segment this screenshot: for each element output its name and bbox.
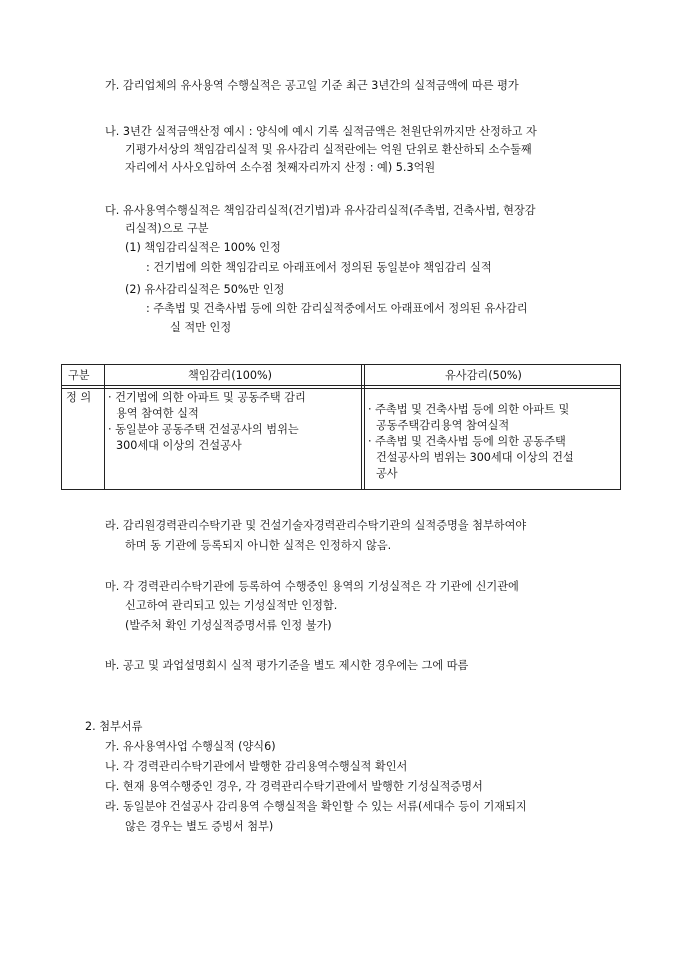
section-da-line1: 다. 유사용역수행실적은 책임감리실적(건기법)과 유사감리실적(주촉법, 건축사법, 현장감 — [105, 204, 536, 217]
section-da-item2-desc2: 실 적만 인정 — [170, 321, 232, 334]
table-header-similar: 유사감리(50%) — [445, 369, 522, 382]
table-col-divider-2b — [364, 365, 365, 489]
section-na-line1: 나. 3년간 실적금액산정 예시 : 양식에 예시 기록 실적금액은 천원단위까지만 산정하고 자 — [105, 125, 537, 138]
section-da-item1-desc: : 건기법에 의한 책임감리로 아래표에서 정의된 동일분야 책임감리 실적 — [146, 261, 492, 274]
table-col-divider-1 — [104, 365, 105, 489]
section-ma-line1: 마. 각 경력관리수탁기관에 등록하여 수행중인 용역의 기성실적은 각 기관에 신기관에 — [105, 580, 519, 593]
table-col2-line3: · 주촉법 및 건축사법 등에 의한 공동주택 — [368, 435, 566, 448]
attach-item-2: 나. 각 경력관리수탁기관에서 발행한 감리용역수행실적 확인서 — [105, 760, 408, 773]
attach-item-3: 다. 현재 용역수행중인 경우, 각 경력관리수탁기관에서 발행한 기성실적증명서 — [105, 780, 483, 793]
table-col-divider-2 — [361, 365, 362, 489]
section-da-item2-desc1: : 주촉법 및 건축사법 등에 의한 감리실적중에서도 아래표에서 정의된 유사감리 — [146, 302, 528, 315]
table-col2-line4: 건설공사의 범위는 300세대 이상의 건설 — [376, 451, 574, 464]
table-col1-line1: · 건기법에 의한 아파트 및 공동주택 감리 — [108, 391, 306, 404]
table-header-responsible: 책임감리(100%) — [188, 369, 272, 382]
table-header-divider — [62, 385, 620, 386]
table-col2-line2: 공동주택감리용역 참여실적 — [376, 419, 510, 432]
table-col1-line2: 용역 참여한 실적 — [116, 407, 199, 420]
section-ra-line1: 라. 감리원경력관리수탁기관 및 건설기술자경력관리수탁기관의 실적증명을 첨부하여야 — [105, 519, 527, 532]
attach-item-1: 가. 유사용역사업 수행실적 (양식6) — [105, 740, 276, 753]
section-ra-line2: 하며 동 기관에 등록되지 아니한 실적은 인정하지 않음. — [125, 539, 392, 552]
table-header-divider-double — [62, 388, 620, 389]
section-ga: 가. 감리업체의 유사용역 수행실적은 공고일 기준 최근 3년간의 실적금액에 따른 평가 — [105, 79, 519, 92]
definition-table — [61, 364, 621, 490]
section-da-item1: (1) 책임감리실적은 100% 인정 — [125, 241, 281, 254]
table-row-label: 정 의 — [66, 391, 92, 404]
section-ma-line3: (발주처 확인 기성실적증명서류 인정 불가) — [125, 619, 332, 632]
table-col1-line4: 300세대 이상의 건설공사 — [116, 439, 242, 452]
section-da-line2: 리실적)으로 구분 — [125, 222, 209, 235]
section-na-line2: 기평가서상의 책임감리실적 및 유사감리 실적란에는 억원 단위로 환산하되 소수둘째 — [125, 143, 532, 156]
table-col2-line1: · 주촉법 및 건축사법 등에 의한 아파트 및 — [368, 403, 570, 416]
table-col2-line5: 공사 — [376, 467, 398, 480]
attach-title: 2. 첨부서류 — [85, 720, 143, 733]
section-ba: 바. 공고 및 과업설명회시 실적 평가기준을 별도 제시한 경우에는 그에 따름 — [105, 659, 469, 672]
attach-item-4-cont: 않은 경우는 별도 증빙서 첨부) — [125, 820, 274, 833]
section-na-line3: 자리에서 사사오입하여 소수점 첫째자리까지 산정 : 예) 5.3억원 — [125, 161, 436, 174]
attach-item-4: 라. 동일분야 건설공사 감리용역 수행실적을 확인할 수 있는 서류(세대수 등이 기재되지 — [105, 800, 527, 813]
section-ma-line2: 신고하여 관리되고 있는 기성실적만 인정함. — [125, 599, 338, 612]
section-da-item2: (2) 유사감리실적은 50%만 인정 — [125, 283, 285, 296]
table-header-category: 구분 — [68, 369, 90, 382]
table-col1-line3: · 동일분야 공동주택 건설공사의 범위는 — [108, 423, 299, 436]
